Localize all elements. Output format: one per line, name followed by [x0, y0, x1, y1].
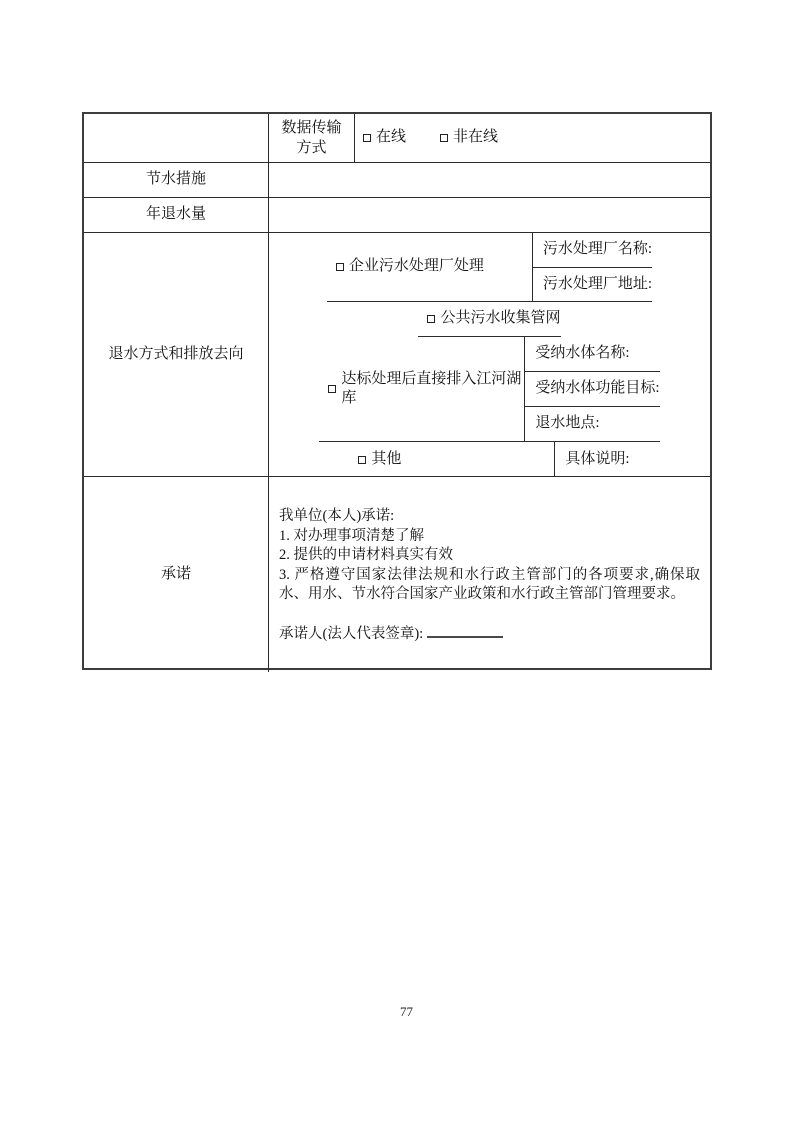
row-commitment: [84, 477, 710, 672]
other-detail-label: 具体说明:: [565, 450, 630, 467]
checkbox-icon: [363, 134, 371, 142]
checkbox-icon: [440, 134, 448, 142]
other-checkbox-option: [349, 442, 555, 477]
commitment-body: [269, 477, 710, 672]
drainage-section-body: [269, 233, 710, 476]
direct-discharge-option-label: 达标处理后直接排入江河湖库: [341, 370, 522, 406]
other-option-label: 其他: [371, 450, 402, 467]
receiving-water-name-label: 受纳水体名称:: [535, 345, 630, 362]
row-transmission-method: [84, 114, 710, 163]
checkbox-icon: [358, 456, 366, 464]
enterprise-plant-checkbox-option: [327, 233, 533, 301]
signature-row: [279, 624, 700, 645]
commitment-section-label: 承诺: [84, 477, 269, 672]
offline-checkbox-option: [440, 128, 498, 148]
subrow-enterprise-plant: [327, 233, 652, 302]
row-water-saving: [84, 163, 710, 198]
transmission-method-label: 数据传输 方式: [281, 120, 342, 156]
plant-name-field: [533, 233, 652, 268]
checkbox-icon: [328, 385, 336, 393]
plant-address-field: [533, 268, 652, 302]
subrow-other: [349, 442, 629, 477]
drainage-section-label: 退水方式和排放去向: [84, 233, 269, 476]
page-number: 77: [400, 1004, 413, 1019]
plant-name-label: 污水处理厂名称:: [542, 241, 653, 257]
commitment-intro-line: 我单位(本人)承诺:: [279, 508, 395, 524]
enterprise-plant-option-label: 企业污水处理厂处理: [348, 258, 484, 275]
annual-drainage-value-cell: [269, 198, 710, 232]
receiving-water-target-field: [525, 372, 659, 407]
subrow-direct-discharge: [319, 337, 659, 442]
drainage-location-field: [525, 407, 659, 441]
other-fields: [555, 442, 629, 477]
commitment-item-3: 3. 严格遵守国家法律法规和水行政主管部门的各项要求,确保取水、用水、节水符合国家产业政策和水行政主管部门管理要求。: [279, 566, 700, 602]
annual-drainage-label: 年退水量: [84, 198, 269, 232]
signature-label: 承诺人(法人代表签章):: [279, 626, 424, 642]
checkbox-icon: [427, 315, 435, 323]
public-network-checkbox-option: [418, 302, 560, 336]
transmission-method-label-cell: [269, 114, 355, 162]
checkbox-icon: [336, 263, 344, 271]
enterprise-plant-fields: [533, 233, 652, 301]
drainage-location-label: 退水地点:: [535, 415, 600, 432]
direct-discharge-fields: [525, 337, 659, 441]
water-saving-label: 节水措施: [84, 163, 269, 197]
transmission-options-cell: [355, 114, 710, 162]
transmission-row-left-empty-cell: [84, 114, 269, 162]
receiving-water-name-field: [525, 337, 659, 372]
signature-underline: [427, 624, 503, 638]
row-annual-drainage: [84, 198, 710, 233]
row-drainage-section: [84, 233, 710, 477]
other-detail-field: [555, 442, 629, 477]
direct-discharge-checkbox-option: [319, 337, 525, 441]
receiving-water-target-label: 受纳水体功能目标:: [535, 380, 660, 397]
subrow-public-network: [418, 302, 560, 337]
plant-address-label: 污水处理厂地址:: [542, 275, 653, 292]
online-checkbox-option: [363, 128, 406, 148]
commitment-item-1: 1. 对办理事项清楚了解: [279, 527, 424, 544]
form-table: [82, 112, 712, 670]
water-saving-value-cell: [269, 163, 710, 197]
online-option-label: 在线: [376, 129, 407, 146]
offline-option-label: 非在线: [453, 129, 499, 146]
public-network-option-label: 公共污水收集管网: [440, 310, 561, 327]
commitment-item-2: 2. 提供的申请材料真实有效: [279, 547, 453, 563]
